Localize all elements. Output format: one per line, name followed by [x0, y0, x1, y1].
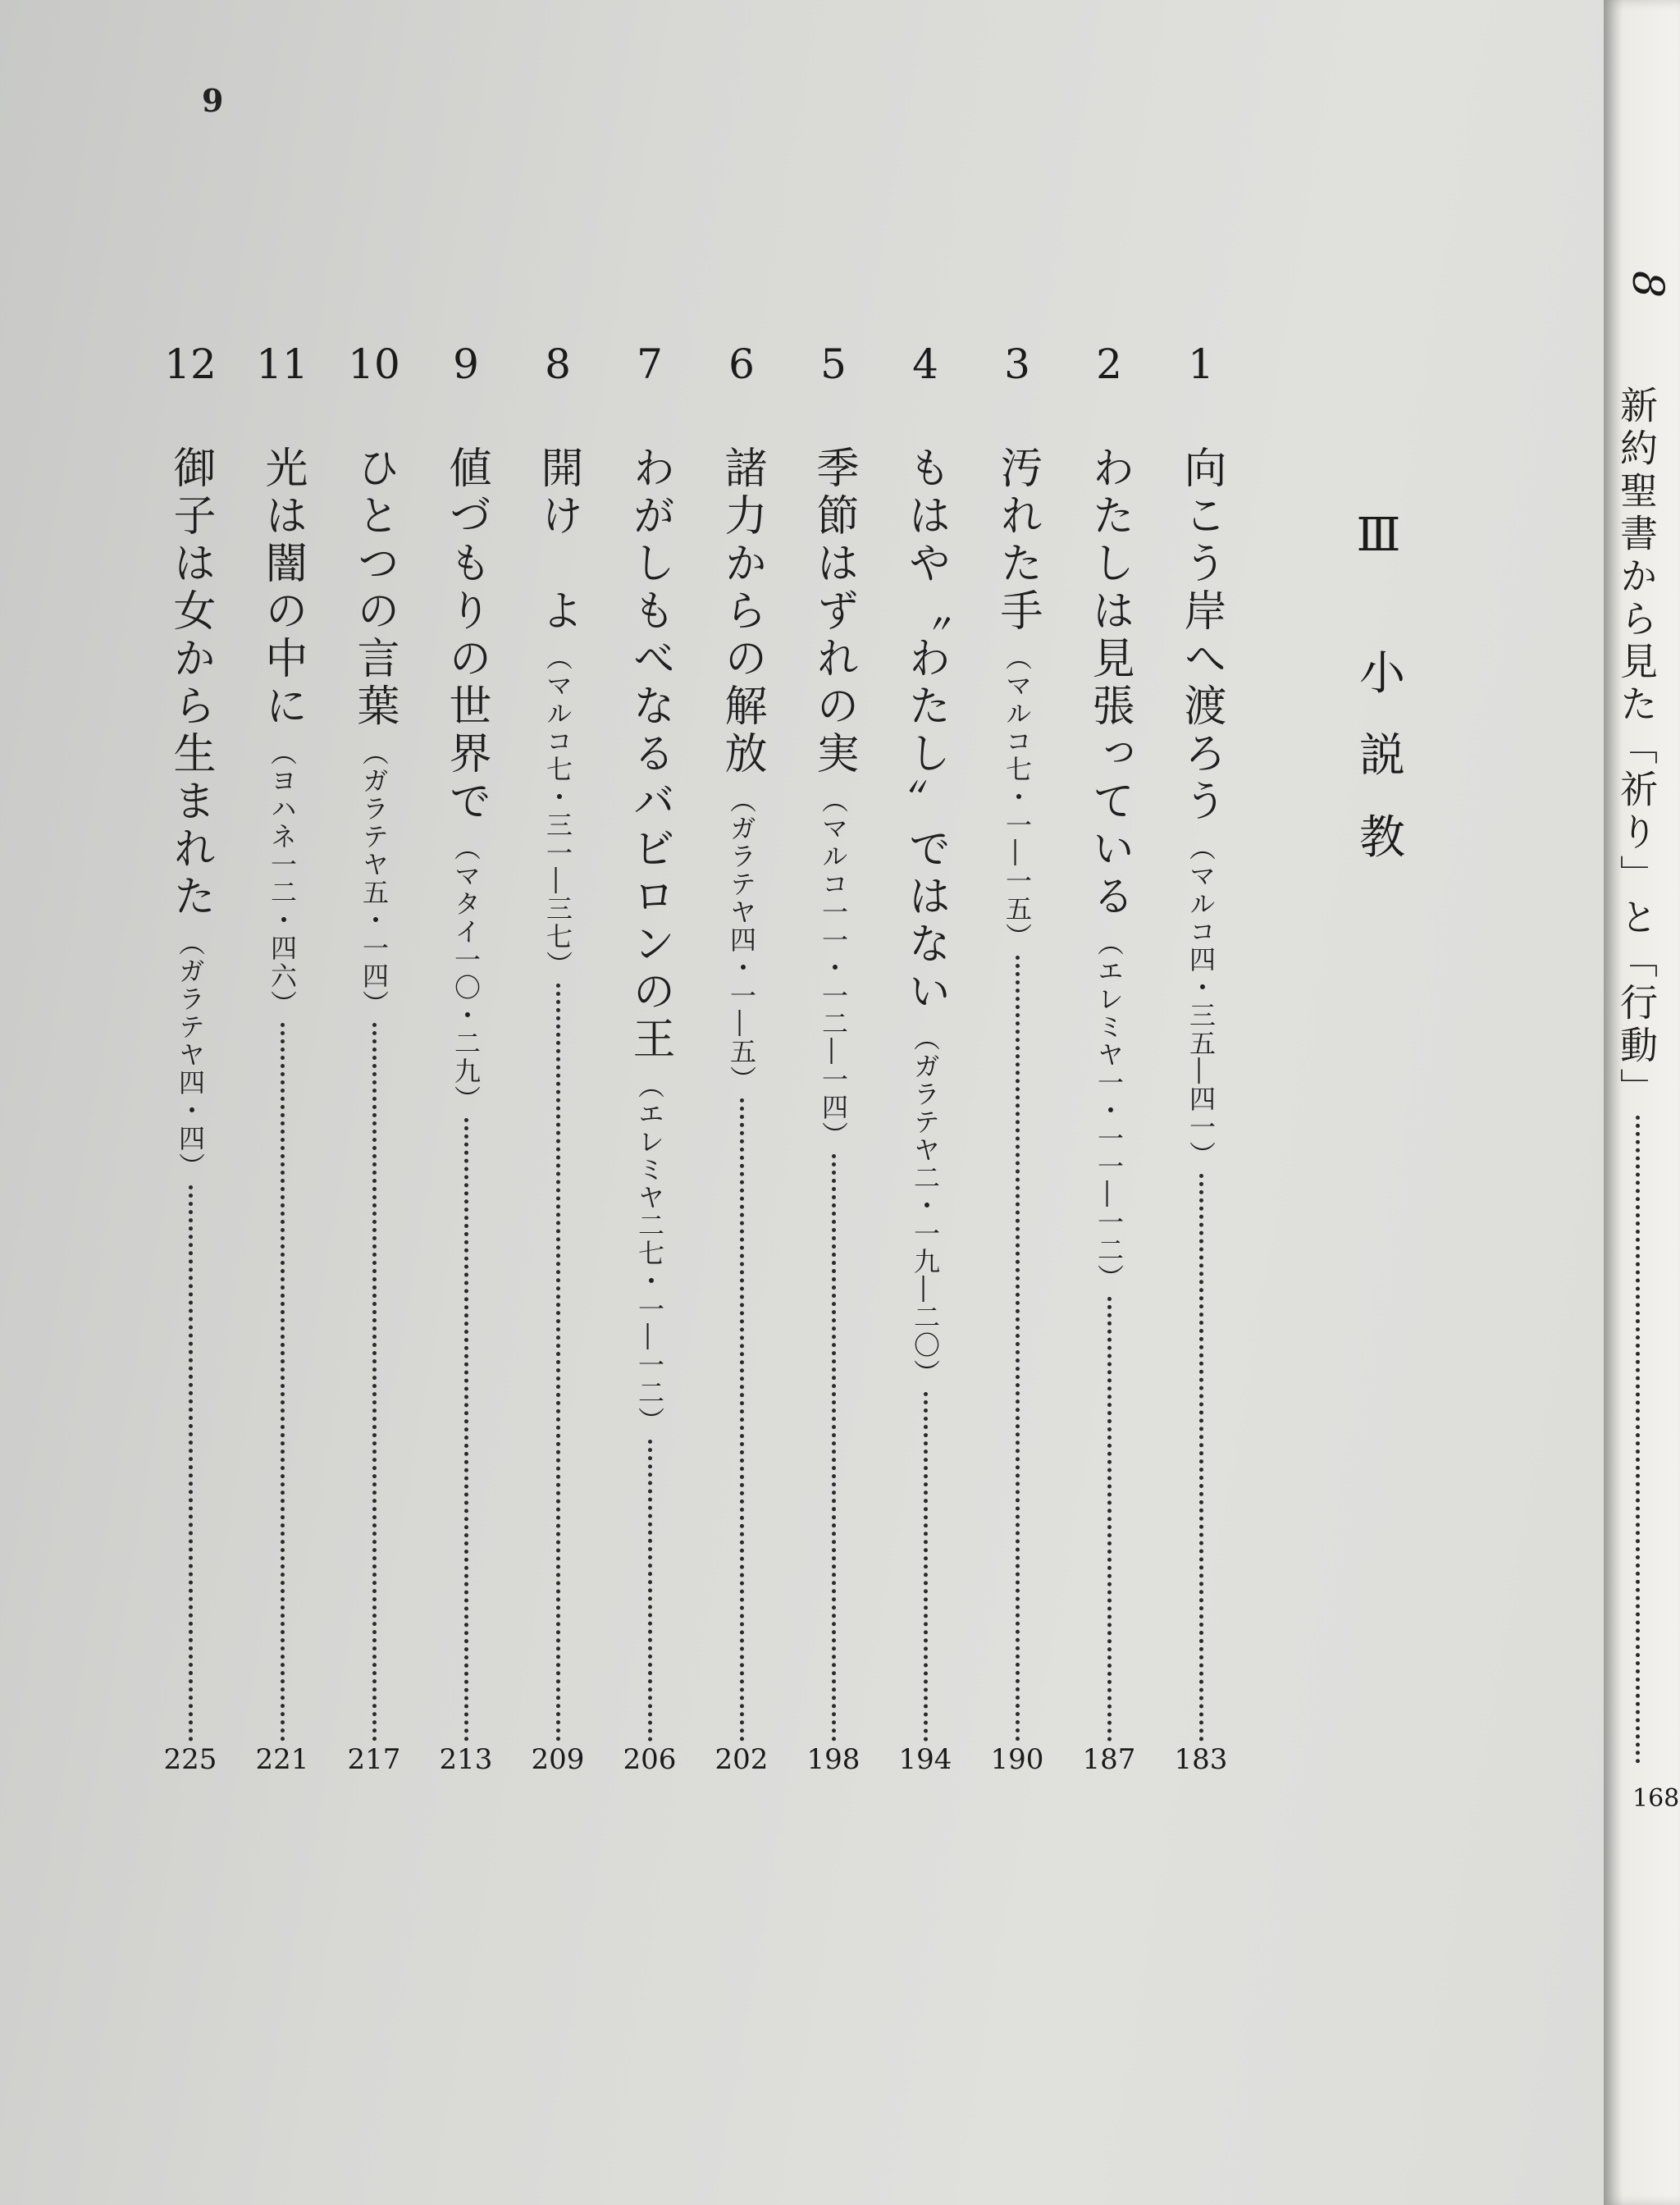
entry-title: ひとつの言葉 [349, 445, 399, 731]
entry-page-number: 183 [1174, 1743, 1228, 1776]
entry-page-number: 206 [623, 1743, 677, 1776]
toc-entry[interactable] [696, 324, 788, 1866]
entry-scripture-ref: （マルコ四・三五―四一） [1185, 834, 1217, 1169]
entry-text [351, 445, 397, 1742]
entry-number: 8 [545, 340, 571, 388]
entry-number: 11 [256, 340, 308, 388]
dot-leader [1107, 1297, 1112, 1742]
dot-leader [189, 1185, 193, 1742]
entry-text [535, 445, 581, 1742]
entry-text [810, 445, 856, 1742]
entry-title: 季節はずれの実 [809, 445, 858, 778]
entry-page-number: 213 [439, 1743, 493, 1776]
entry-scripture-ref: （ガラテヤ四・一―五） [726, 787, 757, 1093]
entry-title: 汚れた手 [993, 445, 1042, 636]
entry-number: 2 [1096, 340, 1122, 388]
toc-entry[interactable] [236, 324, 328, 1866]
entry-page-number: 217 [347, 1743, 401, 1776]
entry-scripture-ref: （エレミヤ二七・一―一二） [634, 1072, 665, 1435]
entry-title: わたしは見張っている [1084, 445, 1134, 921]
toc-entry[interactable] [144, 324, 236, 1866]
entry-number: 6 [728, 340, 755, 388]
part-heading: Ⅲ 小説教 [1352, 509, 1405, 895]
page-number: 9 [202, 82, 224, 119]
entry-text [259, 445, 305, 1742]
entry-page-number: 187 [1082, 1743, 1136, 1776]
dot-leader [1199, 1174, 1203, 1742]
entry-title: わがしもべなるバビロンの王 [625, 445, 674, 1064]
entry-page-number: 209 [531, 1743, 585, 1776]
dot-leader [1636, 1116, 1640, 1764]
entry-number: 10 [348, 340, 400, 388]
entry-text [902, 445, 948, 1742]
entry-page-number: 221 [255, 1743, 309, 1776]
entry-page-number: 190 [990, 1743, 1044, 1776]
entry-title: 開け よ [533, 445, 582, 636]
entry-number: 12 [164, 340, 217, 388]
entry-text [1086, 445, 1132, 1742]
entry-title: 向こう岸へ渡ろう [1176, 445, 1226, 826]
entry-scripture-ref: （マルコ七・一―一五） [1002, 644, 1033, 951]
prev-chapter-page-number: 168 [1632, 1784, 1680, 1813]
entry-text [167, 445, 213, 1742]
entry-scripture-ref: （エレミヤ一・一一―一二） [1093, 929, 1125, 1292]
entry-number: 7 [637, 340, 663, 388]
toc-entry[interactable] [328, 324, 420, 1866]
toc-entry[interactable] [420, 324, 512, 1866]
dot-leader [372, 1023, 377, 1742]
toc-entry[interactable] [512, 324, 604, 1866]
entry-text [1178, 445, 1224, 1742]
entry-scripture-ref: （ガラテヤ五・一四） [358, 739, 390, 1018]
prev-chapter-number: 8 [1623, 271, 1672, 299]
dot-leader [464, 1118, 468, 1742]
toc-entry[interactable] [1155, 324, 1247, 1866]
entry-title: 御子は女から生まれた [166, 445, 215, 921]
entry-page-number: 225 [163, 1743, 217, 1776]
entry-number: 3 [1004, 340, 1030, 388]
entry-scripture-ref: （マルコ一一・一二―一四） [818, 787, 849, 1149]
dot-leader [924, 1392, 928, 1742]
entry-text [994, 445, 1040, 1742]
dot-leader [648, 1440, 652, 1742]
toc-entry[interactable] [971, 324, 1063, 1866]
toc-entry[interactable] [1063, 324, 1155, 1866]
toc-entry[interactable] [788, 324, 879, 1866]
entry-text [443, 445, 489, 1742]
toc-entry[interactable] [604, 324, 696, 1866]
entry-page-number: 202 [714, 1743, 769, 1776]
entry-scripture-ref: （ヨハネ一二・四六） [267, 739, 298, 1018]
entry-page-number: 194 [898, 1743, 952, 1776]
entry-title: もはや〝わたし〟ではない [901, 445, 950, 1016]
entry-text [719, 445, 765, 1742]
prev-chapter-entry [1616, 386, 1657, 1764]
dot-leader [740, 1098, 744, 1742]
entry-number: 4 [912, 340, 938, 388]
entry-text [627, 445, 673, 1742]
entry-scripture-ref: （ガラテヤ四・四） [175, 929, 206, 1180]
entry-page-number: 198 [806, 1743, 861, 1776]
entry-title: 光は闇の中に [258, 445, 307, 731]
dot-leader [1016, 956, 1020, 1742]
toc-entry[interactable] [879, 324, 971, 1866]
dot-leader [832, 1154, 836, 1742]
entry-scripture-ref: （ガラテヤ二・一九―二〇） [910, 1025, 941, 1387]
entry-title: 諸力からの解放 [717, 445, 766, 778]
entry-title: 値づもりの世界で [441, 445, 491, 826]
entry-scripture-ref: （マルコ七・三一―三七） [542, 644, 573, 979]
prev-chapter-title: 新約聖書から見た「祈り」と「行動」 [1614, 386, 1659, 1111]
dot-leader [556, 984, 560, 1742]
entry-number: 9 [453, 340, 479, 388]
entry-number: 1 [1188, 340, 1214, 388]
dot-leader [281, 1023, 285, 1742]
entry-number: 5 [820, 340, 847, 388]
entry-scripture-ref: （マタイ一〇・二九） [450, 834, 482, 1113]
